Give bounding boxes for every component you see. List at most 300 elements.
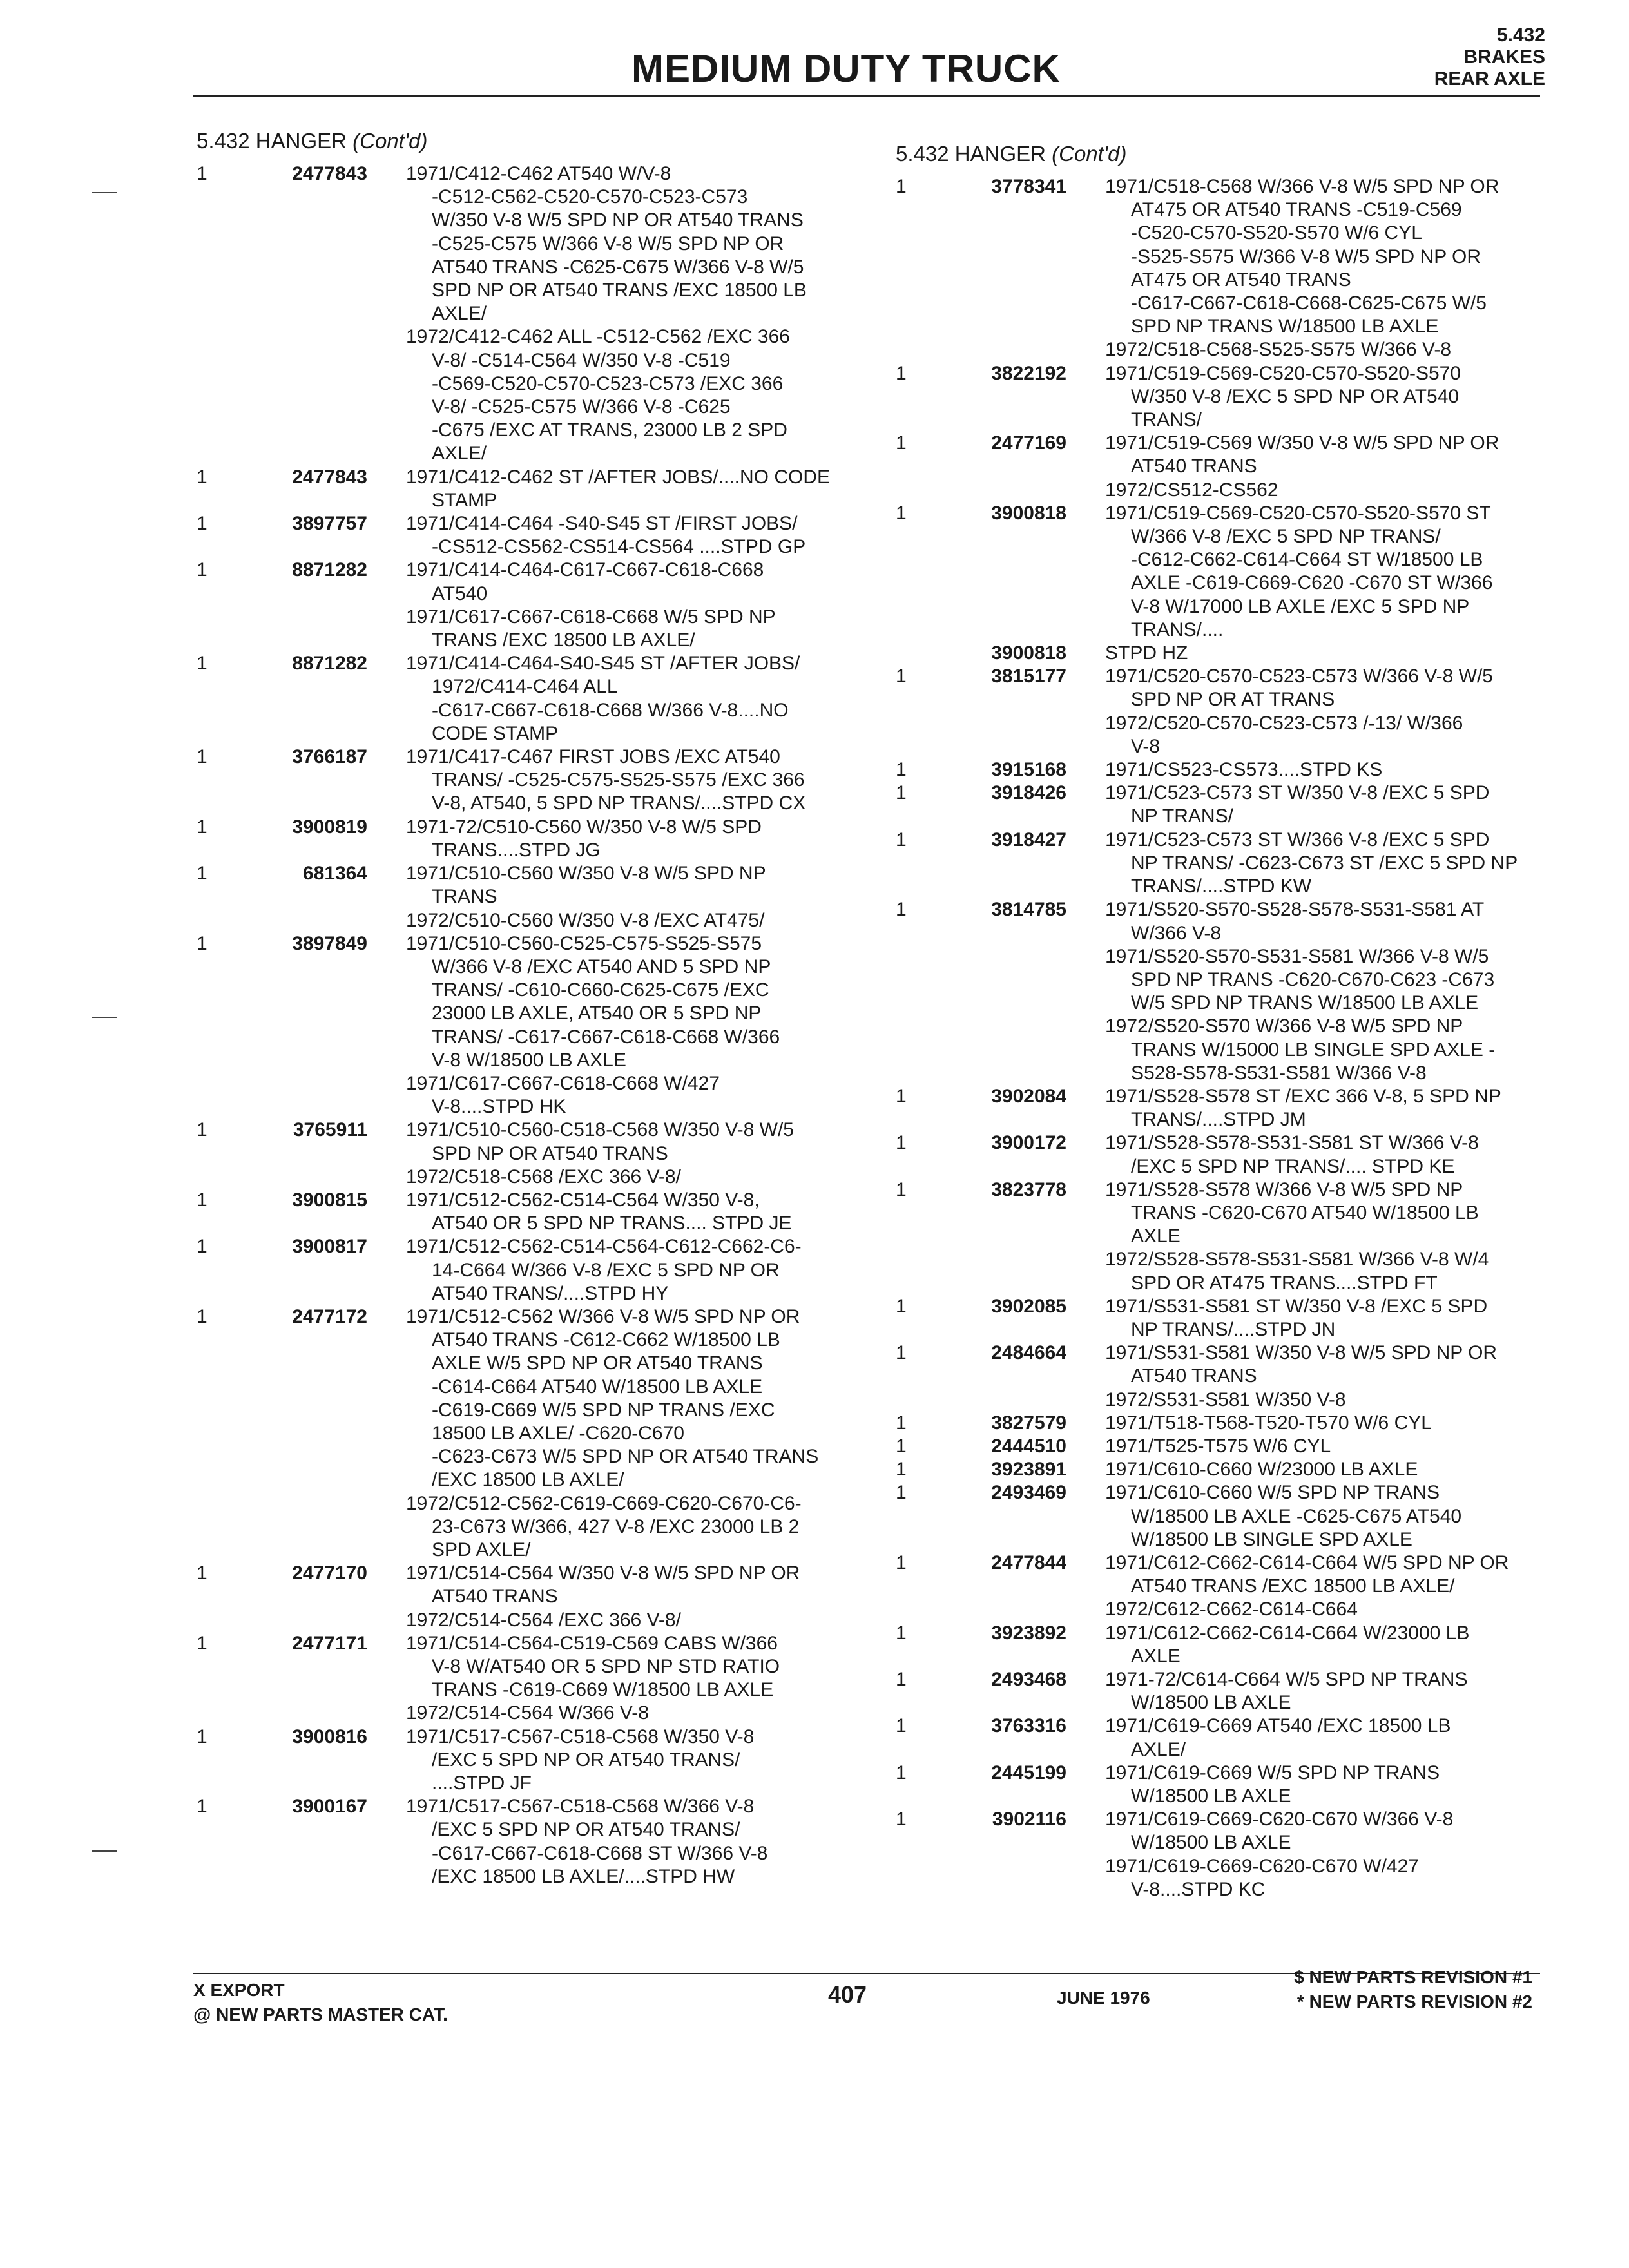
entry-description — [1105, 362, 1553, 432]
parts-entry — [896, 502, 1553, 642]
parts-entry — [197, 816, 857, 862]
parts-entry — [896, 712, 1553, 758]
description-line: 1972/C512-C562-C619-C669-C620-C670-C6- — [406, 1492, 802, 1514]
entry-qty: 1 — [197, 513, 207, 535]
description-line: -C520-C570-S520-S570 W/6 CYL — [1131, 222, 1422, 244]
entry-description — [406, 1119, 857, 1165]
description-line: 1971/C510-C560 W/350 V-8 W/5 SPD NP — [406, 863, 766, 885]
entry-part-number: 2477843 — [292, 466, 367, 488]
entry-part-number: 3900819 — [292, 816, 367, 838]
description-line: 1971/C414-C464-S40-S45 ST /AFTER JOBS/ — [406, 653, 800, 675]
entry-qty: 1 — [896, 1412, 907, 1434]
entry-part-number: 2484664 — [991, 1342, 1066, 1364]
parts-entry — [896, 432, 1553, 478]
entry-description — [1105, 898, 1553, 945]
entry-description — [406, 862, 857, 908]
description-line: AT540 TRANS/....STPD HY — [432, 1282, 669, 1304]
entry-description — [406, 1189, 857, 1235]
description-line: 1971/S531-S581 W/350 V-8 W/5 SPD NP OR — [1105, 1342, 1498, 1364]
parts-entry — [197, 325, 857, 465]
parts-entry — [197, 909, 857, 932]
description-line: AT540 TRANS — [1131, 456, 1257, 477]
section-corner-label — [1434, 24, 1545, 90]
parts-entry — [896, 1389, 1553, 1412]
entry-part-number: 3915168 — [991, 759, 1066, 781]
description-line: SPD NP OR AT540 TRANS — [432, 1142, 668, 1164]
description-line: 1971/C518-C568 W/366 V-8 W/5 SPD NP OR — [1105, 176, 1499, 197]
description-line: AXLE — [1131, 1225, 1181, 1247]
description-line: AT540 TRANS /EXC 18500 LB AXLE/ — [1131, 1575, 1455, 1597]
entry-part-number: 2477844 — [991, 1552, 1066, 1573]
entry-qty: 1 — [896, 1178, 907, 1200]
parts-entry — [896, 1085, 1553, 1131]
description-line: 1971/C523-C573 ST W/366 V-8 /EXC 5 SPD — [1105, 829, 1490, 850]
parts-entry — [197, 606, 857, 652]
description-line: V-8 W/17000 LB AXLE /EXC 5 SPD NP — [1131, 595, 1470, 617]
description-line: -CS512-CS562-CS514-CS564 ....STPD GP — [432, 536, 806, 558]
description-line: AXLE — [1131, 1645, 1181, 1667]
description-line: -C614-C664 AT540 W/18500 LB AXLE — [432, 1376, 763, 1398]
entry-description — [1105, 712, 1553, 758]
description-line: -S525-S575 W/366 V-8 W/5 SPD NP OR — [1131, 245, 1481, 267]
entry-part-number: 2493468 — [991, 1669, 1066, 1690]
entry-description — [1105, 1458, 1553, 1481]
description-line: TRANS/ -C525-C575-S525-S575 /EXC 366 — [432, 769, 805, 791]
description-line: 1971/C612-C662-C614-C664 W/23000 LB — [1105, 1622, 1470, 1644]
entry-description — [406, 745, 857, 816]
entry-description — [406, 816, 857, 862]
entry-description — [406, 1562, 857, 1608]
description-line: 1972/CS512-CS562 — [1105, 479, 1278, 501]
entry-description — [1105, 338, 1553, 361]
parts-entry — [197, 1632, 857, 1702]
entry-qty: 1 — [197, 1119, 207, 1141]
description-line: 1971/C517-C567-C518-C568 W/366 V-8 — [406, 1796, 755, 1818]
entry-qty: 1 — [896, 1132, 907, 1154]
entry-description — [1105, 1598, 1553, 1621]
description-line: 1971/C517-C567-C518-C568 W/350 V-8 — [406, 1725, 755, 1747]
entry-description — [1105, 1715, 1553, 1761]
description-line: 1971/C612-C662-C614-C664 W/5 SPD NP OR — [1105, 1552, 1509, 1573]
parts-entry — [896, 758, 1553, 782]
description-line: SPD OR AT475 TRANS....STPD FT — [1131, 1272, 1438, 1294]
description-line: 1971/S520-S570-S528-S578-S531-S581 AT — [1105, 899, 1485, 921]
description-line: TRANS/....STPD JM — [1131, 1109, 1306, 1131]
description-line: 1971/C619-C669 AT540 /EXC 18500 LB — [1105, 1715, 1451, 1737]
description-line: -C617-C667-C618-C668 W/366 V-8....NO — [432, 699, 789, 721]
description-line: 1972/C510-C560 W/350 V-8 /EXC AT475/ — [406, 909, 765, 931]
description-line: V-8....STPD KC — [1131, 1878, 1266, 1900]
section-number: 5.432 — [1496, 24, 1545, 46]
description-line: 1972/C514-C564 /EXC 366 V-8/ — [406, 1609, 681, 1631]
description-line: 1971/C414-C464 -S40-S45 ST /FIRST JOBS/ — [406, 513, 798, 535]
header-rule — [193, 95, 1540, 97]
description-line: TRANS — [432, 886, 497, 908]
entry-description — [406, 1492, 857, 1562]
parts-entry — [896, 1412, 1553, 1435]
description-line: 1971/C512-C562-C514-C564-C612-C662-C6- — [406, 1236, 802, 1258]
description-line: 1972/C520-C570-C523-C573 /-13/ W/366 — [1105, 712, 1463, 734]
entry-qty: 1 — [197, 466, 207, 488]
entry-part-number: 3900172 — [991, 1132, 1066, 1154]
entry-description — [406, 606, 857, 652]
description-line: 1972/S520-S570 W/366 V-8 W/5 SPD NP — [1105, 1015, 1463, 1037]
description-line: AXLE/ — [432, 303, 487, 325]
entry-part-number: 3918426 — [991, 782, 1066, 804]
entry-part-number: 2477843 — [292, 163, 367, 184]
description-line: ....STPD JF — [432, 1773, 532, 1794]
parts-entry — [896, 1458, 1553, 1481]
description-line: W/5 SPD NP TRANS W/18500 LB AXLE — [1131, 992, 1479, 1014]
entry-part-number: 3815177 — [991, 666, 1066, 687]
entry-description — [1105, 175, 1553, 338]
entry-qty: 1 — [896, 1715, 907, 1737]
description-line: W/350 V-8 W/5 SPD NP OR AT540 TRANS — [432, 209, 804, 231]
parts-entry — [197, 745, 857, 816]
entry-qty: 1 — [896, 1622, 907, 1644]
entry-part-number: 8871282 — [292, 559, 367, 581]
description-line: CODE STAMP — [432, 722, 559, 744]
entry-description — [406, 1609, 857, 1632]
description-line: 1972/S528-S578-S531-S581 W/366 V-8 W/4 — [1105, 1249, 1489, 1271]
entry-qty: 1 — [896, 1762, 907, 1783]
entry-description — [406, 1305, 857, 1492]
entry-description — [1105, 1552, 1553, 1598]
description-line: /EXC 5 SPD NP TRANS/.... STPD KE — [1131, 1155, 1455, 1177]
entry-part-number: 3827579 — [991, 1412, 1066, 1434]
heading-suffix: (Cont'd) — [1052, 142, 1127, 166]
entry-description — [1105, 1248, 1553, 1294]
parts-entry — [197, 1702, 857, 1725]
description-line: V-8 W/AT540 OR 5 SPD NP STD RATIO — [432, 1656, 780, 1677]
entry-part-number: 3900818 — [991, 642, 1066, 664]
entry-qty: 1 — [197, 746, 207, 768]
description-line: SPD NP OR AT540 TRANS /EXC 18500 LB — [432, 280, 807, 302]
entry-part-number: 3814785 — [991, 899, 1066, 921]
entry-qty: 1 — [896, 1809, 907, 1831]
entry-qty: 1 — [197, 1725, 207, 1747]
entry-qty: 1 — [197, 653, 207, 675]
description-line: 1971/C514-C564-C519-C569 CABS W/366 — [406, 1632, 778, 1654]
entry-qty: 1 — [896, 1482, 907, 1504]
description-line: STAMP — [432, 489, 497, 511]
heading-number: 5.432 — [197, 129, 250, 153]
entry-part-number: 681364 — [302, 863, 367, 885]
description-line: 1971-72/C510-C560 W/350 V-8 W/5 SPD — [406, 816, 762, 838]
description-line: TRANS/ — [1131, 409, 1202, 431]
entry-qty: 1 — [896, 432, 907, 454]
page-title: MEDIUM DUTY TRUCK — [631, 47, 1061, 90]
description-line: /EXC 5 SPD NP OR AT540 TRANS/ — [432, 1819, 740, 1841]
margin-mark — [92, 1017, 117, 1018]
entry-description — [1105, 782, 1553, 828]
entry-description — [406, 1725, 857, 1796]
section-subcategory: REAR AXLE — [1434, 68, 1545, 90]
entry-qty: 1 — [896, 1342, 907, 1364]
description-line: 1971/CS523-CS573....STPD KS — [1105, 759, 1383, 781]
entry-qty: 1 — [197, 559, 207, 581]
entry-description — [1105, 502, 1553, 642]
section-heading — [896, 142, 1553, 166]
entry-description — [406, 1702, 857, 1725]
description-line: 1972/C518-C568-S525-S575 W/366 V-8 — [1105, 339, 1452, 361]
left-column — [197, 129, 857, 1888]
parts-entry — [197, 652, 857, 745]
entry-qty: 1 — [197, 1796, 207, 1818]
description-line: AT475 OR AT540 TRANS -C519-C569 — [1131, 199, 1462, 221]
description-line: /EXC 18500 LB AXLE/....STPD HW — [432, 1865, 735, 1887]
section-category: BRAKES — [1463, 46, 1545, 68]
entry-part-number: 3778341 — [991, 176, 1066, 197]
description-line: 1972/C514-C564 W/366 V-8 — [406, 1702, 649, 1724]
entry-qty: 1 — [197, 1632, 207, 1654]
entry-description — [1105, 1668, 1553, 1715]
description-line: TRANS -C619-C669 W/18500 LB AXLE — [432, 1679, 774, 1701]
entry-part-number: 2477170 — [292, 1562, 367, 1584]
margin-mark — [92, 192, 117, 193]
description-line: W/18500 LB AXLE — [1131, 1832, 1291, 1854]
description-line: STPD HZ — [1105, 642, 1188, 664]
description-line: AXLE -C619-C669-C620 -C670 ST W/366 — [1131, 572, 1493, 594]
entry-description — [1105, 432, 1553, 478]
description-line: 1972/C414-C464 ALL — [432, 676, 618, 698]
entry-description — [406, 1072, 857, 1119]
description-line: NP TRANS/....STPD JN — [1131, 1318, 1336, 1340]
description-line: V-8, AT540, 5 SPD NP TRANS/....STPD CX — [432, 793, 806, 814]
parts-entry — [197, 932, 857, 1072]
description-line: 1972/C518-C568 /EXC 366 V-8/ — [406, 1166, 681, 1187]
entry-qty: 1 — [896, 899, 907, 921]
description-line: AXLE/ — [432, 443, 487, 465]
parts-entry — [896, 782, 1553, 828]
parts-entry — [197, 1072, 857, 1119]
description-line: 18500 LB AXLE/ -C620-C670 — [432, 1422, 684, 1444]
legend-revision-1: $ NEW PARTS REVISION #1 — [1294, 1967, 1532, 1987]
entry-part-number: 3897849 — [292, 932, 367, 954]
entry-part-number: 8871282 — [292, 653, 367, 675]
entry-part-number: 3900818 — [991, 502, 1066, 524]
description-line: W/18500 LB AXLE — [1131, 1785, 1291, 1807]
entry-qty: 1 — [896, 759, 907, 781]
parts-entry — [896, 1015, 1553, 1085]
entry-qty: 1 — [197, 816, 207, 838]
parts-entry — [896, 1248, 1553, 1294]
entry-description — [1105, 1481, 1553, 1552]
description-line: AT540 TRANS — [1131, 1365, 1257, 1387]
parts-entry — [197, 1235, 857, 1305]
description-line: 1971/C610-C660 W/23000 LB AXLE — [1105, 1459, 1418, 1481]
entry-part-number: 2477169 — [991, 432, 1066, 454]
description-line: 1971/S531-S581 ST W/350 V-8 /EXC 5 SPD — [1105, 1295, 1488, 1317]
legend-revision-2: * NEW PARTS REVISION #2 — [1296, 1992, 1532, 2012]
description-line: 1971/C519-C569-C520-C570-S520-S570 — [1105, 362, 1461, 384]
description-line: SPD AXLE/ — [432, 1539, 531, 1561]
entry-qty: 1 — [896, 1552, 907, 1573]
description-line: W/366 V-8 /EXC 5 SPD NP TRANS/ — [1131, 526, 1441, 548]
entry-description — [406, 325, 857, 465]
description-line: W/18500 LB AXLE — [1131, 1692, 1291, 1714]
entry-qty: 1 — [197, 1189, 207, 1211]
entry-part-number: 3900167 — [292, 1796, 367, 1818]
parts-entry — [197, 1795, 857, 1888]
section-heading — [197, 129, 857, 153]
description-line: -C569-C520-C570-C523-C573 /EXC 366 — [432, 372, 784, 394]
description-line: 1971/C619-C669-C620-C670 W/427 — [1105, 1855, 1419, 1877]
description-line: AXLE/ — [1131, 1738, 1186, 1760]
entry-description — [1105, 1341, 1553, 1388]
legend-master-cat: @ NEW PARTS MASTER CAT. — [193, 2004, 448, 2024]
description-line: 1971/C512-C562 W/366 V-8 W/5 SPD NP OR — [406, 1305, 800, 1327]
description-line: -C525-C575 W/366 V-8 W/5 SPD NP OR — [432, 233, 784, 255]
entry-description — [1105, 1131, 1553, 1178]
parts-entry — [896, 1762, 1553, 1808]
entry-description — [1105, 479, 1553, 502]
entry-description — [1105, 1178, 1553, 1249]
parts-entry — [197, 1725, 857, 1796]
description-line: V-8/ -C525-C575 W/366 V-8 -C625 — [432, 396, 731, 418]
entry-part-number: 3902085 — [991, 1295, 1066, 1317]
description-line: AXLE W/5 SPD NP OR AT540 TRANS — [432, 1352, 763, 1374]
description-line: 1971/C412-C462 AT540 W/V-8 — [406, 163, 671, 184]
entry-qty: 1 — [896, 176, 907, 197]
description-line: 14-C664 W/366 V-8 /EXC 5 SPD NP OR — [432, 1259, 780, 1281]
description-line: TRANS /EXC 18500 LB AXLE/ — [432, 629, 695, 651]
legend-export: X EXPORT — [193, 1980, 285, 2000]
entry-qty: 1 — [197, 1236, 207, 1258]
parts-entry — [197, 466, 857, 512]
parts-list — [197, 162, 857, 1888]
description-line: 1971/C510-C560-C518-C568 W/350 V-8 W/5 — [406, 1119, 794, 1141]
entry-qty: 1 — [197, 863, 207, 885]
entry-part-number: 3765911 — [293, 1119, 367, 1141]
description-line: 1971/S520-S570-S531-S581 W/366 V-8 W/5 — [1105, 945, 1489, 967]
description-line: 1971/S528-S578 W/366 V-8 W/5 SPD NP — [1105, 1178, 1463, 1200]
parts-entry — [896, 175, 1553, 338]
entry-description — [406, 466, 857, 512]
entry-qty: 1 — [896, 1295, 907, 1317]
description-line: 1971/C519-C569-C520-C570-S520-S570 ST — [1105, 502, 1491, 524]
entry-description — [1105, 1808, 1553, 1854]
heading-label: HANGER — [255, 129, 347, 153]
description-line: TRANS/ -C610-C660-C625-C675 /EXC — [432, 979, 769, 1001]
description-line: V-8 — [1131, 735, 1161, 757]
description-line: 1971/C520-C570-C523-C573 W/366 V-8 W/5 — [1105, 666, 1493, 687]
parts-list — [896, 175, 1553, 1901]
parts-entry — [197, 1189, 857, 1235]
page-number: 407 — [828, 1981, 867, 2008]
parts-entry — [197, 512, 857, 559]
entry-description — [406, 652, 857, 745]
entry-part-number: 3900815 — [292, 1189, 367, 1211]
parts-entry — [896, 1808, 1553, 1854]
entry-part-number: 3918427 — [991, 829, 1066, 850]
description-line: W/350 V-8 /EXC 5 SPD NP OR AT540 — [1131, 385, 1460, 407]
description-line: TRANS/.... — [1131, 619, 1224, 640]
parts-entry — [197, 1562, 857, 1608]
description-line: -C623-C673 W/5 SPD NP OR AT540 TRANS — [432, 1446, 819, 1468]
description-line: 1971/C619-C669 W/5 SPD NP TRANS — [1105, 1762, 1440, 1783]
heading-suffix: (Cont'd) — [352, 129, 428, 153]
heading-number: 5.432 — [896, 142, 949, 166]
parts-entry — [197, 1119, 857, 1165]
parts-entry — [896, 1668, 1553, 1715]
entry-description — [1105, 1435, 1553, 1458]
parts-entry — [896, 1598, 1553, 1621]
description-line: AT540 TRANS -C625-C675 W/366 V-8 W/5 — [432, 256, 804, 278]
parts-entry — [197, 1305, 857, 1492]
description-line: 1971/S528-S578-S531-S581 ST W/366 V-8 — [1105, 1132, 1479, 1154]
parts-entry — [896, 362, 1553, 432]
description-line: V-8/ -C514-C564 W/350 V-8 -C519 — [432, 349, 731, 371]
entry-part-number: 3766187 — [292, 746, 367, 768]
entry-qty: 1 — [896, 1085, 907, 1107]
entry-description — [1105, 1295, 1553, 1341]
parts-entry — [896, 1295, 1553, 1341]
description-line: W/18500 LB SINGLE SPD AXLE — [1131, 1528, 1412, 1550]
right-column — [896, 142, 1553, 1901]
parts-entry — [896, 1131, 1553, 1178]
parts-entry — [896, 642, 1553, 665]
description-line: 23000 LB AXLE, AT540 OR 5 SPD NP — [432, 1003, 762, 1024]
description-line: AT540 OR 5 SPD NP TRANS.... STPD JE — [432, 1213, 792, 1235]
entry-part-number: 3763316 — [991, 1715, 1066, 1737]
publication-date: JUNE 1976 — [1057, 1988, 1150, 2008]
description-line: 1972/C412-C462 ALL -C512-C562 /EXC 366 — [406, 326, 790, 348]
description-line: S528-S578-S531-S581 W/366 V-8 — [1131, 1062, 1427, 1084]
parts-entry — [197, 162, 857, 325]
parts-entry — [896, 1715, 1553, 1761]
entry-description — [1105, 1762, 1553, 1808]
description-line: AT540 TRANS — [432, 1586, 558, 1608]
parts-entry — [896, 829, 1553, 899]
footer-legend-left — [193, 1978, 448, 2027]
description-line: -C612-C662-C614-C664 ST W/18500 LB — [1131, 549, 1483, 571]
entry-qty: 1 — [197, 1562, 207, 1584]
description-line: 1971/C512-C562-C514-C564 W/350 V-8, — [406, 1189, 760, 1211]
description-line: TRANS W/15000 LB SINGLE SPD AXLE - — [1131, 1039, 1496, 1061]
entry-description — [1105, 665, 1553, 711]
entry-description — [1105, 1622, 1553, 1668]
description-line: 1971/C414-C464-C617-C667-C618-C668 — [406, 559, 764, 581]
description-line: 1971/C514-C564 W/350 V-8 W/5 SPD NP OR — [406, 1562, 800, 1584]
description-line: TRANS/....STPD KW — [1131, 876, 1312, 898]
description-line: -C675 /EXC AT TRANS, 23000 LB 2 SPD — [432, 419, 787, 441]
entry-part-number: 2477172 — [292, 1305, 367, 1327]
entry-qty: 1 — [896, 666, 907, 687]
entry-description — [406, 559, 857, 605]
entry-part-number: 3822192 — [991, 362, 1066, 384]
description-line: W/366 V-8 /EXC AT540 AND 5 SPD NP — [432, 956, 771, 977]
entry-description — [1105, 829, 1553, 899]
entry-description — [406, 1166, 857, 1189]
entry-description — [1105, 1085, 1553, 1131]
entry-part-number: 3923892 — [991, 1622, 1066, 1644]
description-line: 1971/C619-C669-C620-C670 W/366 V-8 — [1105, 1809, 1454, 1831]
entry-description — [406, 1632, 857, 1702]
description-line: AT540 — [432, 582, 488, 604]
entry-description — [1105, 1015, 1553, 1085]
entry-part-number: 2477171 — [292, 1632, 367, 1654]
entry-qty: 1 — [896, 1459, 907, 1481]
parts-entry — [896, 1178, 1553, 1249]
parts-entry — [896, 1552, 1553, 1598]
entry-description — [406, 162, 857, 325]
parts-entry — [896, 479, 1553, 502]
heading-label: HANGER — [954, 142, 1046, 166]
parts-entry — [197, 1166, 857, 1189]
entry-qty: 1 — [896, 1435, 907, 1457]
description-line: 1971/S528-S578 ST /EXC 366 V-8, 5 SPD NP — [1105, 1085, 1501, 1107]
